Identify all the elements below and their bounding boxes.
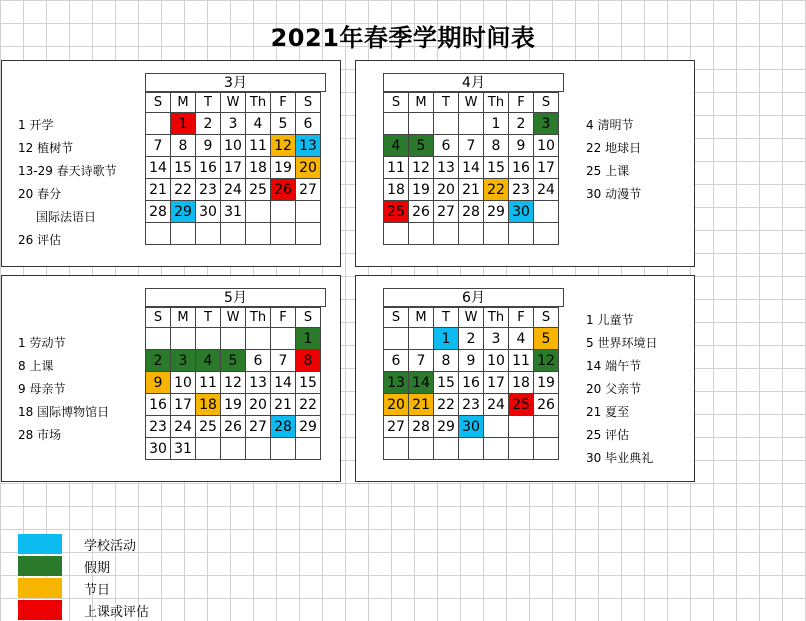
legend-item [18,577,149,599]
event-item: 28 市场 [18,424,115,447]
day-cell: 1 [484,113,509,135]
weekday-header: F [509,93,534,113]
week-row [384,438,559,460]
event-item: 20 春分 [18,183,123,206]
day-cell: 6 [246,350,271,372]
event-item: 25 评估 [586,424,663,447]
legend-item [18,533,149,555]
day-cell: 25 [384,201,409,223]
weekday-header: W [221,308,246,328]
day-cell: 6 [434,135,459,157]
day-cell: 11 [196,372,221,394]
week-row [146,135,321,157]
day-cell: 28 [459,201,484,223]
week-row [384,350,559,372]
empty-cell [146,113,171,135]
empty-cell [459,223,484,245]
day-cell: 15 [484,157,509,179]
empty-cell [534,416,559,438]
empty-cell [409,438,434,460]
weekday-header: S [534,93,559,113]
day-cell: 12 [221,372,246,394]
week-row [146,394,321,416]
week-row [384,416,559,438]
empty-cell [459,438,484,460]
day-cell: 9 [146,372,171,394]
calendar-march [145,92,321,245]
day-cell: 7 [271,350,296,372]
event-item: 14 端午节 [586,355,663,378]
empty-cell [534,223,559,245]
event-item: 13-29 春天诗歌节 [18,160,123,183]
empty-cell [246,201,271,223]
empty-cell [409,113,434,135]
day-cell: 10 [221,135,246,157]
empty-cell [171,223,196,245]
weekday-header: W [221,93,246,113]
day-cell: 10 [171,372,196,394]
day-cell: 4 [384,135,409,157]
weekday-header-row [146,93,321,113]
week-row [146,201,321,223]
day-cell: 1 [296,328,321,350]
day-cell: 16 [509,157,534,179]
event-item: 9 母亲节 [18,378,115,401]
week-row [384,157,559,179]
day-cell: 3 [534,113,559,135]
legend-label: 节日 [84,582,111,598]
day-cell: 16 [459,372,484,394]
day-cell: 12 [271,135,296,157]
day-cell: 24 [171,416,196,438]
day-cell: 14 [409,372,434,394]
day-cell: 29 [434,416,459,438]
event-item: 国际法语日 [18,206,123,229]
day-cell: 13 [434,157,459,179]
event-item: 5 世界环境日 [586,332,663,355]
event-item: 8 上课 [18,355,115,378]
empty-cell [484,223,509,245]
events-june [586,309,663,470]
day-cell: 19 [271,157,296,179]
day-cell: 19 [221,394,246,416]
event-item: 30 动漫节 [586,183,647,206]
day-cell: 4 [196,350,221,372]
empty-cell [509,223,534,245]
day-cell: 5 [271,113,296,135]
day-cell: 21 [146,179,171,201]
month-title-april: 4月 [383,73,564,92]
day-cell: 17 [171,394,196,416]
empty-cell [296,223,321,245]
day-cell: 19 [534,372,559,394]
day-cell: 12 [409,157,434,179]
weekday-header-row [384,93,559,113]
empty-cell [434,438,459,460]
day-cell: 7 [409,350,434,372]
week-row [384,223,559,245]
weekday-header: F [271,93,296,113]
day-cell: 6 [296,113,321,135]
day-cell: 24 [221,179,246,201]
day-cell: 30 [509,201,534,223]
empty-cell [296,438,321,460]
empty-cell [196,223,221,245]
day-cell: 20 [246,394,271,416]
day-cell: 31 [171,438,196,460]
weekday-header: T [434,308,459,328]
week-row [384,135,559,157]
day-cell: 27 [296,179,321,201]
empty-cell [146,328,171,350]
empty-cell [534,201,559,223]
day-cell: 24 [534,179,559,201]
empty-cell [221,438,246,460]
weekday-header: T [196,308,221,328]
day-cell: 9 [196,135,221,157]
week-row [384,113,559,135]
legend [18,533,149,621]
legend-swatch-green [18,556,62,576]
day-cell: 26 [534,394,559,416]
week-row [384,394,559,416]
week-row [384,201,559,223]
empty-cell [246,328,271,350]
empty-cell [246,223,271,245]
empty-cell [384,223,409,245]
day-cell: 8 [484,135,509,157]
day-cell: 22 [434,394,459,416]
legend-swatch-orange [18,578,62,598]
empty-cell [509,438,534,460]
day-cell: 14 [459,157,484,179]
empty-cell [196,438,221,460]
events-march [18,114,123,252]
day-cell: 15 [296,372,321,394]
day-cell: 11 [246,135,271,157]
weekday-header: S [146,93,171,113]
day-cell: 9 [459,350,484,372]
weekday-header: M [409,308,434,328]
event-item: 26 评估 [18,229,123,252]
day-cell: 2 [459,328,484,350]
week-row [146,113,321,135]
calendar-may [145,307,321,460]
day-cell: 24 [484,394,509,416]
calendar-april [383,92,559,245]
day-cell: 21 [459,179,484,201]
day-cell: 31 [221,201,246,223]
weekday-header: Th [246,308,271,328]
weekday-header: S [384,93,409,113]
day-cell: 7 [146,135,171,157]
empty-cell [534,438,559,460]
day-cell: 22 [296,394,321,416]
weekday-header: F [509,308,534,328]
week-row [146,416,321,438]
legend-swatch-blue [18,534,62,554]
empty-cell [221,223,246,245]
day-cell: 3 [171,350,196,372]
weekday-header: S [384,308,409,328]
empty-cell [296,201,321,223]
event-item: 25 上课 [586,160,647,183]
day-cell: 8 [171,135,196,157]
day-cell: 5 [534,328,559,350]
week-row [146,372,321,394]
weekday-header: Th [484,93,509,113]
day-cell: 19 [409,179,434,201]
day-cell: 6 [384,350,409,372]
day-cell: 26 [221,416,246,438]
weekday-header-row [146,308,321,328]
legend-label: 假期 [84,560,111,576]
day-cell: 27 [246,416,271,438]
event-item: 22 地球日 [586,137,647,160]
day-cell: 14 [146,157,171,179]
day-cell: 23 [509,179,534,201]
legend-label: 学校活动 [84,538,137,554]
day-cell: 18 [384,179,409,201]
empty-cell [271,328,296,350]
week-row [146,223,321,245]
empty-cell [484,416,509,438]
legend-item [18,555,149,577]
day-cell: 10 [484,350,509,372]
event-item: 12 植树节 [18,137,123,160]
day-cell: 13 [296,135,321,157]
day-cell: 3 [484,328,509,350]
day-cell: 1 [434,328,459,350]
empty-cell [146,223,171,245]
events-april [586,114,647,206]
day-cell: 9 [509,135,534,157]
day-cell: 4 [509,328,534,350]
page-title: 2021年春季学期时间表 [270,24,536,52]
day-cell: 23 [459,394,484,416]
day-cell: 5 [409,135,434,157]
weekday-header: S [146,308,171,328]
day-cell: 11 [509,350,534,372]
day-cell: 12 [534,350,559,372]
week-row [384,179,559,201]
weekday-header: M [171,93,196,113]
week-row [146,179,321,201]
weekday-header: T [434,93,459,113]
day-cell: 3 [221,113,246,135]
day-cell: 2 [509,113,534,135]
empty-cell [434,223,459,245]
empty-cell [271,201,296,223]
day-cell: 23 [146,416,171,438]
day-cell: 21 [271,394,296,416]
week-row [384,328,559,350]
day-cell: 22 [171,179,196,201]
legend-label: 上课或评估 [84,604,150,620]
day-cell: 28 [271,416,296,438]
events-may [18,332,115,447]
empty-cell [221,328,246,350]
month-title-june: 6月 [383,288,564,307]
empty-cell [409,328,434,350]
empty-cell [384,438,409,460]
day-cell: 13 [246,372,271,394]
week-row [146,438,321,460]
event-item: 21 夏至 [586,401,663,424]
day-cell: 7 [459,135,484,157]
empty-cell [271,223,296,245]
day-cell: 30 [196,201,221,223]
empty-cell [171,328,196,350]
day-cell: 14 [271,372,296,394]
day-cell: 20 [434,179,459,201]
event-item: 4 清明节 [586,114,647,137]
day-cell: 25 [196,416,221,438]
day-cell: 1 [171,113,196,135]
weekday-header: S [534,308,559,328]
day-cell: 27 [384,416,409,438]
day-cell: 30 [459,416,484,438]
day-cell: 27 [434,201,459,223]
day-cell: 17 [484,372,509,394]
weekday-header: F [271,308,296,328]
day-cell: 16 [146,394,171,416]
day-cell: 29 [296,416,321,438]
empty-cell [484,438,509,460]
week-row [384,372,559,394]
day-cell: 2 [146,350,171,372]
event-item: 30 毕业典礼 [586,447,663,470]
day-cell: 23 [196,179,221,201]
weekday-header: W [459,93,484,113]
day-cell: 20 [296,157,321,179]
legend-swatch-red [18,600,62,620]
calendar-june [383,307,559,460]
day-cell: 8 [296,350,321,372]
weekday-header-row [384,308,559,328]
event-item: 20 父亲节 [586,378,663,401]
empty-cell [196,328,221,350]
day-cell: 11 [384,157,409,179]
legend-item [18,599,149,621]
empty-cell [271,438,296,460]
day-cell: 13 [384,372,409,394]
week-row [146,350,321,372]
weekday-header: Th [246,93,271,113]
event-item: 18 国际博物馆日 [18,401,115,424]
day-cell: 17 [534,157,559,179]
day-cell: 18 [196,394,221,416]
day-cell: 29 [484,201,509,223]
weekday-header: S [296,308,321,328]
month-title-may: 5月 [145,288,326,307]
day-cell: 15 [434,372,459,394]
day-cell: 8 [434,350,459,372]
day-cell: 28 [409,416,434,438]
day-cell: 21 [409,394,434,416]
day-cell: 18 [509,372,534,394]
day-cell: 20 [384,394,409,416]
empty-cell [509,416,534,438]
empty-cell [384,113,409,135]
day-cell: 10 [534,135,559,157]
month-title-march: 3月 [145,73,326,92]
event-item: 1 儿童节 [586,309,663,332]
day-cell: 4 [246,113,271,135]
day-cell: 15 [171,157,196,179]
day-cell: 29 [171,201,196,223]
day-cell: 17 [221,157,246,179]
empty-cell [409,223,434,245]
day-cell: 25 [509,394,534,416]
day-cell: 26 [271,179,296,201]
day-cell: 18 [246,157,271,179]
empty-cell [434,113,459,135]
event-item: 1 劳动节 [18,332,115,355]
day-cell: 26 [409,201,434,223]
day-cell: 5 [221,350,246,372]
day-cell: 16 [196,157,221,179]
empty-cell [384,328,409,350]
day-cell: 28 [146,201,171,223]
weekday-header: Th [484,308,509,328]
day-cell: 25 [246,179,271,201]
weekday-header: M [409,93,434,113]
empty-cell [459,113,484,135]
day-cell: 30 [146,438,171,460]
weekday-header: M [171,308,196,328]
weekday-header: W [459,308,484,328]
week-row [146,328,321,350]
week-row [146,157,321,179]
day-cell: 22 [484,179,509,201]
day-cell: 2 [196,113,221,135]
weekday-header: T [196,93,221,113]
weekday-header: S [296,93,321,113]
empty-cell [246,438,271,460]
event-item: 1 开学 [18,114,123,137]
